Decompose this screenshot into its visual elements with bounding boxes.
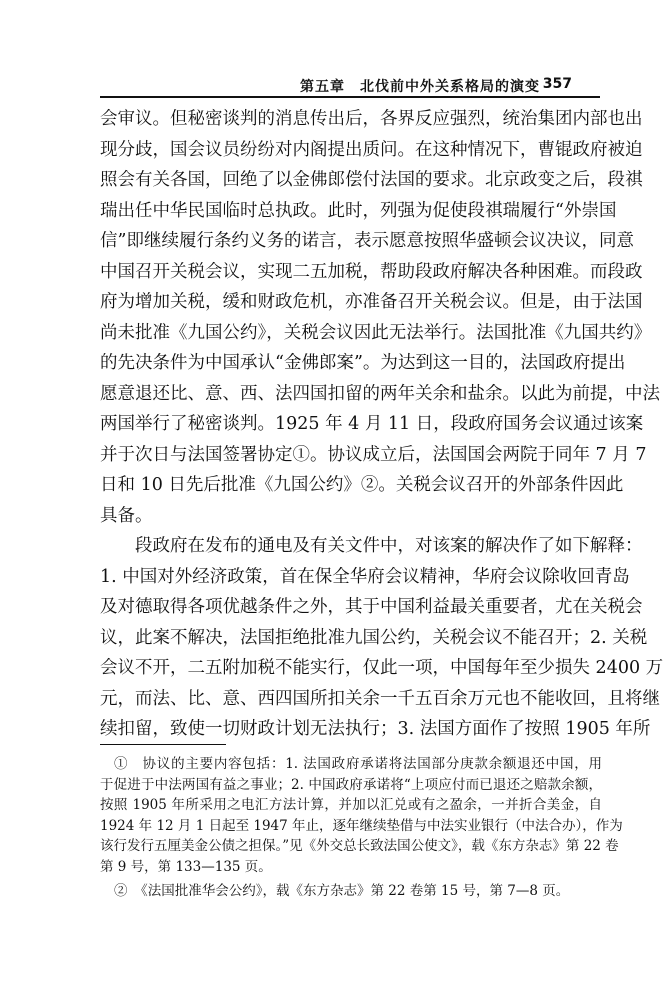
text-line: 具备。 — [100, 505, 153, 526]
text-line: 并于次日与法国签署协定①。协议成立后，法国国会两院于同年 7 月 7 — [100, 444, 647, 465]
footnote-line: 该行发行五厘美金公债之担保。”见《外交总长致法国公使文》，载《东方杂志》第 22 卷 — [100, 838, 619, 854]
running-header — [100, 72, 600, 98]
text-line: 会议不开，二五附加税不能实行，仅此一项，中国每年至少损失 2400 万 — [100, 658, 663, 678]
footnote-line: ① 协议的主要内容包括：1. 法国政府承诺将法国部分庚款余额退还中国，用 — [114, 756, 602, 772]
footnote-line: 1924 年 12 月 1 日起至 1947 年止，逐年继续垫借与中法实业银行（中法合办），作为 — [100, 817, 623, 834]
text-line: 的先决条件为中国承认“金佛郎案”。为达到这一目的，法国政府提出 — [100, 353, 626, 373]
text-line: 日和 10 日先后批准《九国公约》②。关税会议召开的外部条件因此 — [100, 475, 624, 495]
footnote-line: 第 9 号，第 133—135 页。 — [100, 858, 272, 875]
text-line: 尚未批准《九国公约》，关税会议因此无法举行。法国批准《九国共约》 — [100, 322, 652, 343]
text-line: 瑞出任中华民国临时总执政。此时，列强为促使段祺瑞履行“外崇国 — [100, 200, 617, 221]
text-line: 照会有关各国，回绝了以金佛郎偿付法国的要求。北京政变之后，段祺 — [100, 170, 643, 190]
text-line: 续扣留，致使一切财政计划无法执行；3. 法国方面作了按照 1905 年所 — [100, 719, 651, 739]
chapter-title: 第五章 北伐前中外关系格局的演变 — [300, 79, 540, 95]
text-line: 现分歧，国会议员纷纷对内阁提出质问。在这种情况下，曹锟政府被迫 — [100, 139, 643, 160]
text-line: 议，此案不解决，法国拒绝批准九国公约，关税会议不能召开；2. 关税 — [100, 627, 648, 648]
text-line: 信”即继续履行条约义务的诺言，表示愿意按照华盛顿会议决议，同意 — [100, 231, 634, 251]
footnote-line: ② 《法国批准华会公约》，载《东方杂志》第 22 卷第 15 号，第 7—8 页。 — [114, 883, 570, 899]
text-line: 会审议。但秘密谈判的消息传出后，各界反应强烈，统治集团内部也出 — [100, 109, 643, 129]
footnote-separator — [100, 744, 226, 745]
footnotes — [100, 754, 623, 902]
text-line: 两国举行了秘密谈判。1925 年 4 月 11 日，段政府国务会议通过该案 — [100, 414, 644, 434]
text-line: 段政府在发布的通电及有关文件中，对该案的解决作了如下解释： — [135, 536, 643, 556]
main-text — [100, 104, 663, 745]
text-line: 及对德取得各项优越条件之外，其于中国利益最关重要者，尤在关税会 — [100, 597, 643, 617]
header-rule — [100, 96, 600, 98]
text-line: 府为增加关税，缓和财政危机，亦准备召开关税会议。但是，由于法国 — [100, 292, 643, 312]
text-line: 愿意退还比、意、西、法四国扣留的两年关余和盐余。以此为前提，中法 — [100, 383, 660, 404]
footnote-line: 于促进于中法两国有益之事业；2. 中国政府承诺将“上项应付而已退还之赔款余额， — [100, 776, 602, 793]
text-line: 元，而法、比、意、西四国所扣关余一千五百余万元也不能收回，且将继 — [100, 688, 660, 709]
page-number: 357 — [542, 76, 572, 92]
text-line: 1. 中国对外经济政策，首在保全华府会议精神，华府会议除收回青岛 — [100, 566, 630, 587]
footnote-line: 按照 1905 年所采用之电汇方法计算，并加以汇兑或有之盈余，一并折合美金，自 — [100, 797, 602, 813]
text-line: 中国召开关税会议，实现二五加税，帮助段政府解决各种困难。而段政 — [100, 261, 643, 282]
